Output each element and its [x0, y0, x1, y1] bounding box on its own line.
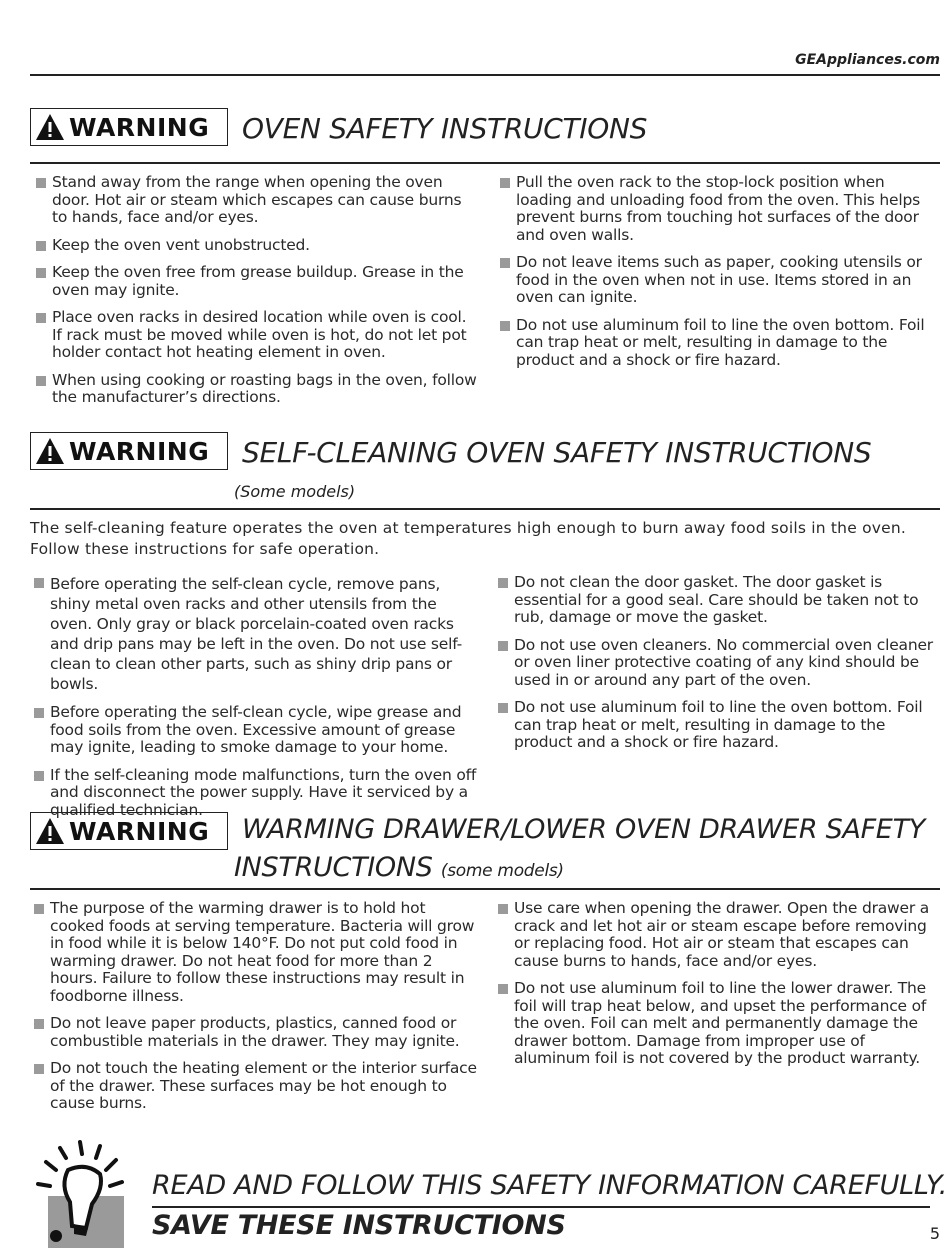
list-item: When using cooking or roasting bags in the oven, follow the manufacturer’s directions. [34, 372, 479, 407]
oven-safety-section [30, 108, 940, 408]
warning-label: WARNING [69, 816, 210, 846]
warning-box [30, 812, 228, 850]
idea-bulb-icon [30, 1140, 130, 1248]
list-item: Do not clean the door gasket. The door gasket is essential for a good seal. Care should be taken not to rub, damage or move the gasket. [496, 574, 940, 627]
site-url: GEAppliances.com [795, 52, 940, 68]
left-column [32, 574, 477, 829]
section-title-line2 [234, 852, 564, 883]
list-item: Keep the oven vent unobstructed. [34, 237, 479, 255]
footer [30, 1140, 948, 1250]
header-rule [30, 74, 940, 76]
list-item: Do not use oven cleaners. No commercial oven cleaner or oven liner protective coating of any kind should be used in or around any part of the oven. [496, 637, 940, 690]
list-item: Use care when opening the drawer. Open the drawer a crack and let hot air or steam escape before removing or replacing food. Hot air or steam that escapes can cause burns to hands, face and/or eyes. [496, 900, 940, 970]
list-item: If the self-cleaning mode malfunctions, turn the oven off and disconnect the power supply. Have it serviced by a qualified technician. [32, 767, 477, 820]
title-note: (some models) [440, 861, 564, 881]
warning-triangle-icon [35, 437, 65, 465]
list-item: Do not use aluminum foil to line the oven bottom. Foil can trap heat or melt, resulting in damage to the product and a shock or fire hazard. [496, 699, 940, 752]
list-item: Place oven racks in desired location while oven is cool. If rack must be moved while oven is hot, do not let pot holder contact hot heating element in oven. [34, 309, 479, 362]
warning-box [30, 432, 228, 470]
intro-text: The self-cleaning feature operates the oven at temperatures high enough to burn away food soils in the oven. Follow these instructions for safe operation. [30, 519, 907, 558]
right-column [496, 574, 940, 762]
title-main: INSTRUCTIONS [234, 852, 433, 883]
section-rule [30, 888, 940, 890]
list-item: Do not touch the heating element or the interior surface of the drawer. These surfaces may be hot enough to cause burns. [32, 1060, 477, 1113]
footer-line2: SAVE THESE INSTRUCTIONS [152, 1210, 566, 1241]
list-item: Do not use aluminum foil to line the oven bottom. Foil can trap heat or melt, resulting in damage to the product and a shock or fire hazard. [498, 317, 938, 370]
list-item: Before operating the self-clean cycle, remove pans, shiny metal oven racks and other utensils from the oven. Only gray or black porcelain-coated oven racks and drip pans may be left in the oven. Do not use self-clean to clean other parts, such as shiny drip pans or bowls. [32, 574, 477, 694]
section-subtitle: (Some models) [234, 482, 356, 501]
section-rule [30, 162, 940, 164]
list-item: Do not leave items such as paper, cooking utensils or food in the oven when not in use. Items stored in an oven can ignite. [498, 254, 938, 307]
right-column [496, 900, 940, 1078]
section-title-line1: WARMING DRAWER/LOWER OVEN DRAWER SAFETY [242, 814, 925, 845]
page-number: 5 [929, 1224, 940, 1243]
left-column [32, 900, 477, 1123]
right-column [498, 174, 938, 379]
warning-label: WARNING [69, 436, 210, 466]
list-item: Do not use aluminum foil to line the lower drawer. The foil will trap heat below, and upset the performance of the oven. Foil can melt and permanently damage the drawer bottom. Damage from improper use of aluminum foil is not covered by the product warranty. [496, 980, 940, 1068]
warning-triangle-icon [35, 817, 65, 845]
footer-rule [152, 1206, 930, 1208]
list-item: Before operating the self-clean cycle, wipe grease and food soils from the oven. Excessive amount of grease may ignite, leading to smoke damage to your home. [32, 704, 477, 757]
footer-line1: READ AND FOLLOW THIS SAFETY INFORMATION CAREFULLY. [152, 1170, 948, 1201]
self-cleaning-section [30, 432, 940, 819]
warning-label: WARNING [69, 112, 210, 142]
warming-drawer-section [30, 812, 940, 1132]
section-rule [30, 508, 940, 510]
list-item: Do not leave paper products, plastics, canned food or combustible materials in the drawer. They may ignite. [32, 1015, 477, 1050]
list-item: Stand away from the range when opening the oven door. Hot air or steam which escapes can cause burns to hands, face and/or eyes. [34, 174, 479, 227]
warning-triangle-icon [35, 113, 65, 141]
list-item: The purpose of the warming drawer is to hold hot cooked foods at serving temperature. Bacteria will grow in food while it is below 140°F. Do not put cold food in warming drawer. Do not heat food for more than 2 hours. Failure to follow these instructions may result in foodborne illness. [32, 900, 477, 1005]
list-item: Pull the oven rack to the stop-lock position when loading and unloading food from the oven. This helps prevent burns from touching hot surfaces of the door and oven walls. [498, 174, 938, 244]
section-title: SELF-CLEANING OVEN SAFETY INSTRUCTIONS [242, 436, 872, 469]
warning-box [30, 108, 228, 146]
list-item: Keep the oven free from grease buildup. Grease in the oven may ignite. [34, 264, 479, 299]
section-title: OVEN SAFETY INSTRUCTIONS [242, 112, 648, 145]
left-column [34, 174, 479, 417]
